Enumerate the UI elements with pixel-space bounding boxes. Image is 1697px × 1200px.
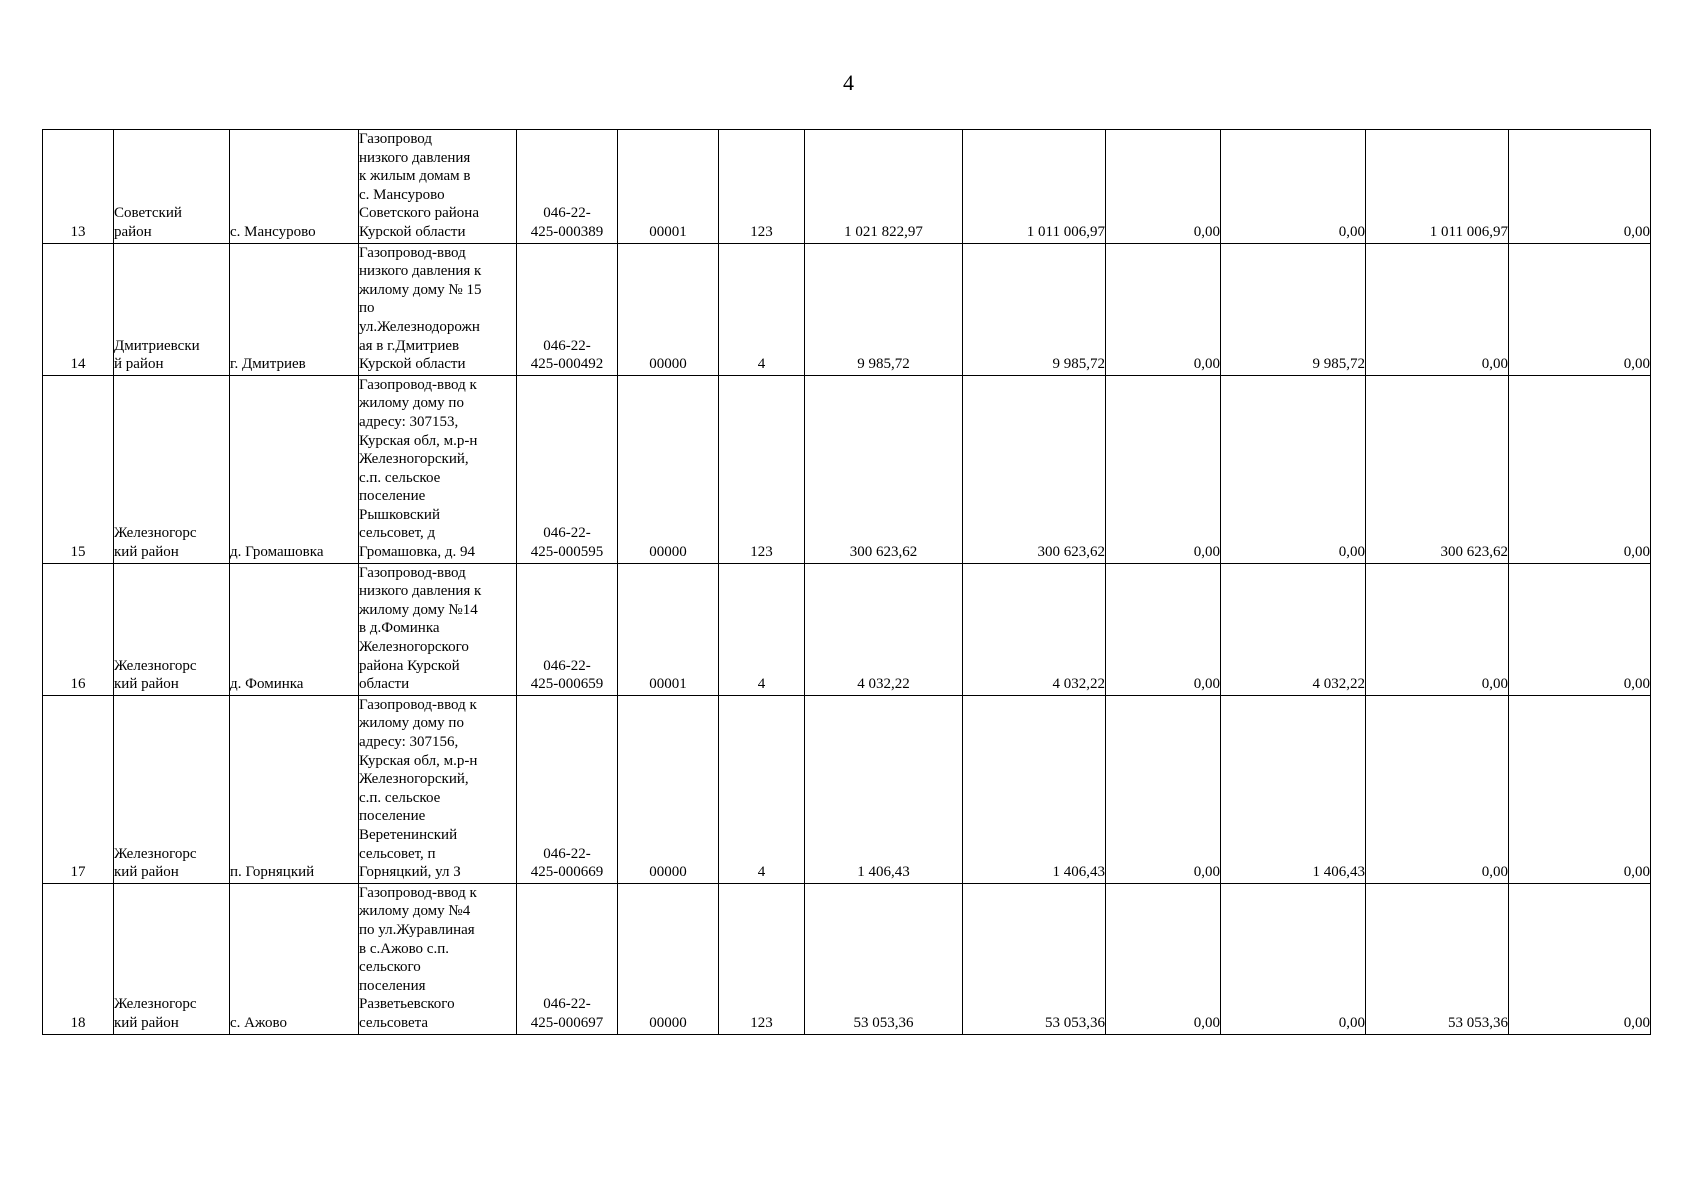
amount-cell: 9 985,72 <box>1221 243 1366 375</box>
amount-cell: 0,00 <box>1106 243 1221 375</box>
cadastral-code-cell <box>517 883 618 1034</box>
amount-total-cell: 1 406,43 <box>805 695 963 883</box>
object-name-cell-line: Курская обл, м.р-н <box>359 432 478 449</box>
table-row <box>43 130 1651 244</box>
table-row <box>43 883 1651 1034</box>
amount-cell: 1 011 006,97 <box>1366 130 1509 244</box>
object-name-cell-line: ул.Железнодорожн <box>359 318 480 335</box>
object-name-cell <box>359 695 517 883</box>
table-body <box>43 130 1651 1035</box>
object-name-cell-line: Газопровод-ввод к <box>359 376 477 393</box>
cadastral-code-cell-line: 046-22- <box>543 525 591 542</box>
object-name-cell-line: сельсовет, д <box>359 525 436 542</box>
count-cell: 4 <box>719 243 805 375</box>
code-cell: 00000 <box>618 375 719 563</box>
table-row <box>43 563 1651 695</box>
object-name-cell <box>359 883 517 1034</box>
object-name-cell-line: поселение <box>359 488 426 505</box>
amount-cell: 0,00 <box>1509 243 1651 375</box>
locality-cell: д. Фоминка <box>230 563 359 695</box>
cadastral-code-cell <box>517 243 618 375</box>
cadastral-code-cell-line: 046-22- <box>543 337 591 354</box>
cadastral-code-cell-line: 425-000669 <box>530 864 604 881</box>
district-cell-line: Советский <box>114 205 182 222</box>
object-name-cell-line: жилому дому по <box>359 395 464 412</box>
locality-cell: с. Мансурово <box>230 130 359 244</box>
object-name-cell-line: Газопровод-ввод к <box>359 884 477 901</box>
object-name-cell-line: поселения <box>359 977 426 994</box>
row-number-cell: 15 <box>43 375 114 563</box>
district-cell <box>114 243 230 375</box>
object-name-cell-line: низкого давления к <box>359 263 482 280</box>
row-number-cell: 18 <box>43 883 114 1034</box>
object-name-cell-line: Газопровод <box>359 131 433 147</box>
object-name-cell-line: низкого давления <box>359 149 471 166</box>
object-name-cell-line: Железногорский, <box>359 451 469 468</box>
object-name-cell <box>359 130 517 244</box>
locality-cell: п. Горняцкий <box>230 695 359 883</box>
amount-cell: 4 032,22 <box>963 563 1106 695</box>
district-cell <box>114 695 230 883</box>
cadastral-code-cell <box>517 695 618 883</box>
object-name-cell-line: жилому дому №14 <box>359 601 478 618</box>
object-name-cell-line: поселение <box>359 808 426 825</box>
amount-cell: 4 032,22 <box>1221 563 1366 695</box>
amount-cell: 300 623,62 <box>963 375 1106 563</box>
object-name-cell-line: Горняцкий, ул З <box>359 864 461 881</box>
district-cell-line: Железногорс <box>114 525 197 542</box>
amount-cell: 0,00 <box>1106 695 1221 883</box>
object-name-cell-line: Советского района <box>359 205 479 222</box>
table-row <box>43 375 1651 563</box>
district-cell <box>114 375 230 563</box>
object-name-cell-line: Газопровод-ввод <box>359 564 466 581</box>
object-name-cell-line: в с.Ажово с.п. <box>359 940 449 957</box>
amount-cell: 0,00 <box>1509 883 1651 1034</box>
amount-total-cell: 53 053,36 <box>805 883 963 1034</box>
amount-cell: 9 985,72 <box>963 243 1106 375</box>
table-row <box>43 243 1651 375</box>
object-name-cell <box>359 243 517 375</box>
district-cell <box>114 130 230 244</box>
object-name-cell-line: сельского <box>359 959 421 976</box>
object-name-cell-line: жилому дому №4 <box>359 903 471 920</box>
object-name-cell-line: Курской области <box>359 223 466 240</box>
object-name-cell-line: в д.Фоминка <box>359 620 440 637</box>
district-cell-line: Железногорс <box>114 657 197 674</box>
district-cell-line: кий район <box>114 864 179 881</box>
locality-cell: д. Громашовка <box>230 375 359 563</box>
object-name-cell-line: области <box>359 676 410 693</box>
object-name-cell <box>359 375 517 563</box>
cadastral-code-cell-line: 046-22- <box>543 996 591 1013</box>
cadastral-code-cell-line: 425-000595 <box>530 544 604 561</box>
amount-cell: 0,00 <box>1106 563 1221 695</box>
object-name-cell-line: Громашовка, д. 94 <box>359 544 475 561</box>
amount-cell: 0,00 <box>1106 883 1221 1034</box>
amount-total-cell: 4 032,22 <box>805 563 963 695</box>
object-name-cell-line: Курская обл, м.р-н <box>359 752 478 769</box>
district-cell <box>114 563 230 695</box>
amount-cell: 1 406,43 <box>1221 695 1366 883</box>
amount-cell: 0,00 <box>1366 563 1509 695</box>
object-name-cell-line: жилому дому по <box>359 715 464 732</box>
amount-cell: 0,00 <box>1366 695 1509 883</box>
object-name-cell-line: по <box>359 300 375 317</box>
object-name-cell-line: адресу: 307156, <box>359 734 459 750</box>
object-name-cell-line: адресу: 307153, <box>359 413 459 430</box>
object-name-cell-line: района Курской <box>359 657 460 674</box>
object-name-cell-line: ая в г.Дмитриев <box>359 337 460 354</box>
amount-cell: 300 623,62 <box>1366 375 1509 563</box>
district-cell-line: Железногорс <box>114 845 197 862</box>
locality-cell: г. Дмитриев <box>230 243 359 375</box>
code-cell: 00001 <box>618 563 719 695</box>
count-cell: 123 <box>719 883 805 1034</box>
data-table <box>42 129 1651 1035</box>
row-number-cell: 14 <box>43 243 114 375</box>
amount-cell: 0,00 <box>1106 130 1221 244</box>
amount-cell: 0,00 <box>1366 243 1509 375</box>
object-name-cell-line: с.п. сельское <box>359 469 441 486</box>
row-number-cell: 17 <box>43 695 114 883</box>
amount-cell: 0,00 <box>1221 883 1366 1034</box>
row-number-cell: 13 <box>43 130 114 244</box>
object-name-cell-line: Железногорский, <box>359 771 469 788</box>
amount-cell: 0,00 <box>1221 375 1366 563</box>
object-name-cell-line: с.п. сельское <box>359 789 441 806</box>
cadastral-code-cell-line: 046-22- <box>543 845 591 862</box>
district-cell-line: кий район <box>114 544 179 561</box>
cadastral-code-cell-line: 425-000697 <box>530 1014 604 1031</box>
amount-total-cell: 300 623,62 <box>805 375 963 563</box>
cadastral-code-cell-line: 046-22- <box>543 205 591 222</box>
object-name-cell-line: сельсовета <box>359 1014 429 1031</box>
cadastral-code-cell <box>517 563 618 695</box>
cadastral-code-cell <box>517 130 618 244</box>
count-cell: 4 <box>719 563 805 695</box>
object-name-cell-line: низкого давления к <box>359 583 482 600</box>
code-cell: 00000 <box>618 695 719 883</box>
object-name-cell-line: по ул.Журавлиная <box>359 921 475 938</box>
cadastral-code-cell-line: 046-22- <box>543 657 591 674</box>
amount-cell: 0,00 <box>1509 563 1651 695</box>
amount-total-cell: 9 985,72 <box>805 243 963 375</box>
object-name-cell-line: к жилым домам в <box>359 168 471 185</box>
amount-cell: 0,00 <box>1221 130 1366 244</box>
object-name-cell-line: жилому дому № 15 <box>359 281 482 298</box>
amount-cell: 53 053,36 <box>963 883 1106 1034</box>
object-name-cell-line: Курской области <box>359 356 466 373</box>
count-cell: 4 <box>719 695 805 883</box>
district-cell-line: Железногорс <box>114 996 197 1013</box>
amount-cell: 0,00 <box>1509 695 1651 883</box>
object-name-cell-line: Железногорского <box>359 639 469 656</box>
code-cell: 00001 <box>618 130 719 244</box>
district-cell-line: кий район <box>114 1014 179 1031</box>
district-cell-line: й район <box>114 356 164 373</box>
amount-cell: 1 406,43 <box>963 695 1106 883</box>
page-number: 4 <box>843 70 854 95</box>
object-name-cell-line: Газопровод-ввод <box>359 244 466 261</box>
object-name-cell-line: Разветьевского <box>359 996 455 1013</box>
row-number-cell: 16 <box>43 563 114 695</box>
cadastral-code-cell-line: 425-000659 <box>530 676 604 693</box>
cadastral-code-cell <box>517 375 618 563</box>
object-name-cell-line: сельсовет, п <box>359 845 436 862</box>
amount-cell: 1 011 006,97 <box>963 130 1106 244</box>
amount-cell: 0,00 <box>1509 130 1651 244</box>
amount-cell: 0,00 <box>1106 375 1221 563</box>
cadastral-code-cell-line: 425-000492 <box>530 356 604 373</box>
amount-total-cell: 1 021 822,97 <box>805 130 963 244</box>
code-cell: 00000 <box>618 883 719 1034</box>
object-name-cell-line: Газопровод-ввод к <box>359 696 477 713</box>
amount-cell: 53 053,36 <box>1366 883 1509 1034</box>
code-cell: 00000 <box>618 243 719 375</box>
locality-cell: с. Ажово <box>230 883 359 1034</box>
table-row <box>43 695 1651 883</box>
object-name-cell-line: Рышковский <box>359 506 440 523</box>
district-cell-line: кий район <box>114 676 179 693</box>
object-name-cell <box>359 563 517 695</box>
district-cell <box>114 883 230 1034</box>
object-name-cell-line: Веретенинский <box>359 826 458 843</box>
cadastral-code-cell-line: 425-000389 <box>530 223 604 240</box>
amount-cell: 0,00 <box>1509 375 1651 563</box>
district-cell-line: Дмитриевски <box>114 337 200 354</box>
district-cell-line: район <box>114 223 152 240</box>
count-cell: 123 <box>719 130 805 244</box>
count-cell: 123 <box>719 375 805 563</box>
object-name-cell-line: с. Мансурово <box>359 186 445 203</box>
